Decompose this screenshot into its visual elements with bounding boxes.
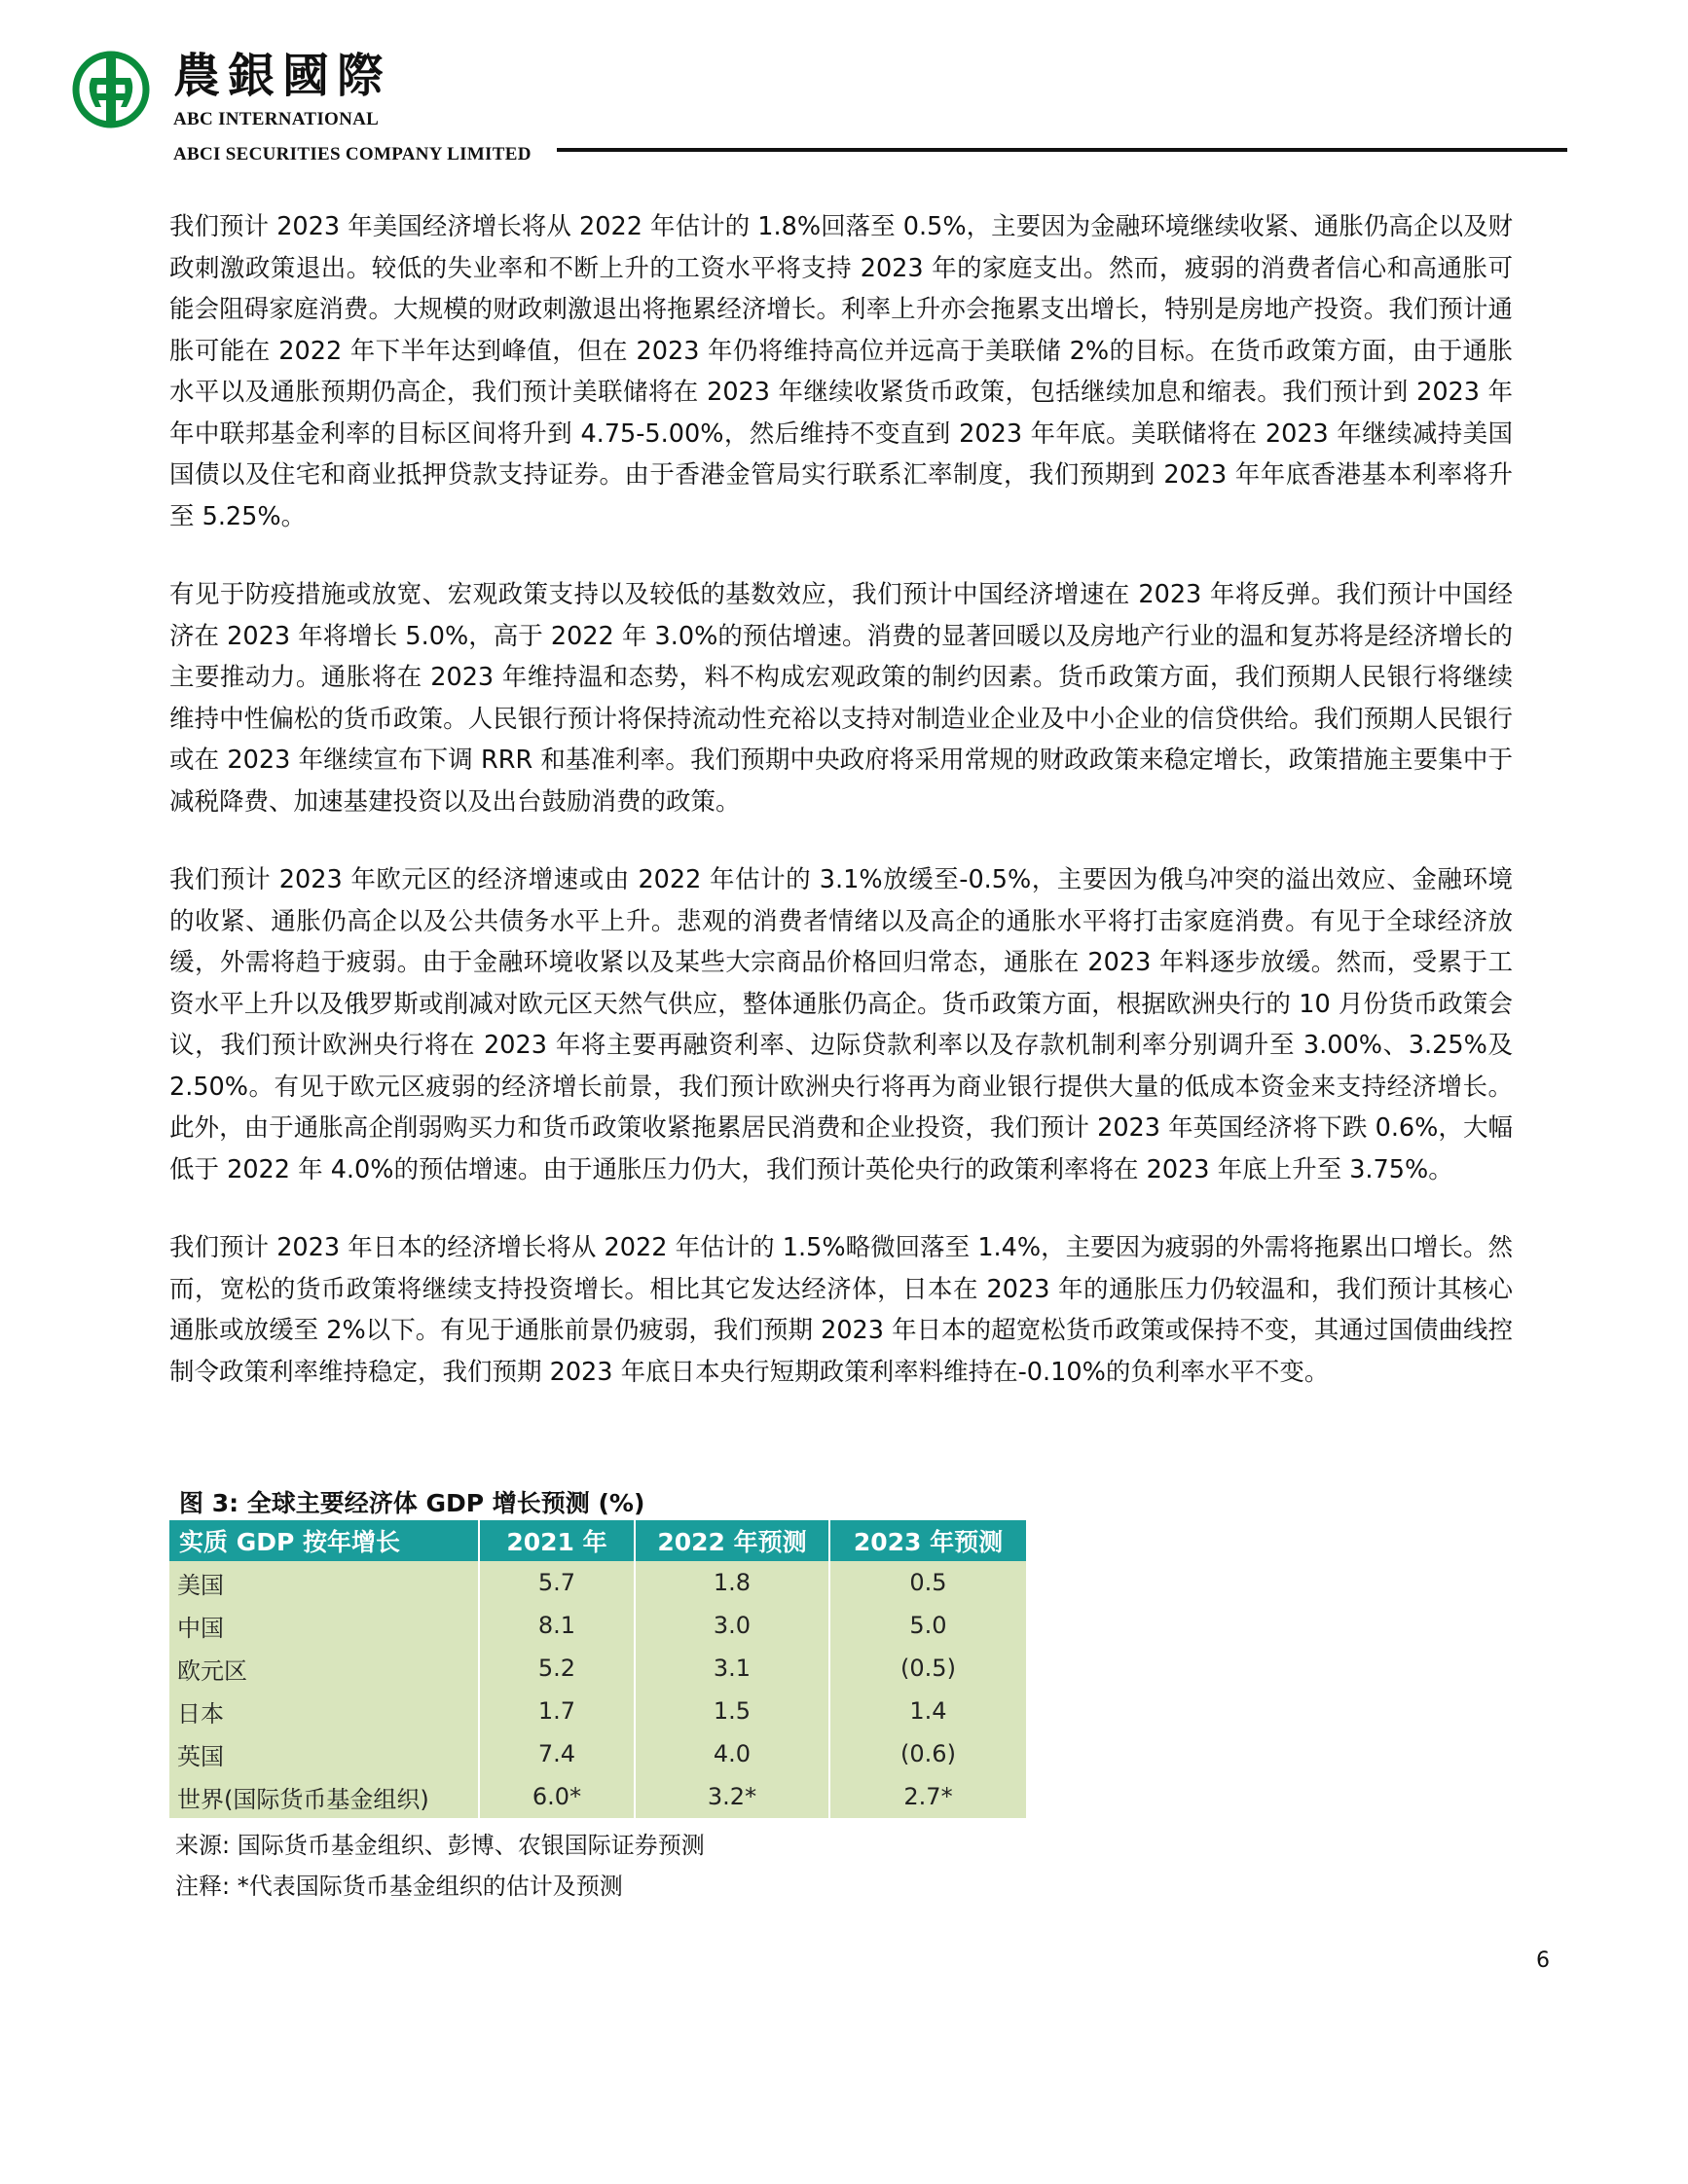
table-cell: 日本 <box>169 1690 479 1732</box>
table-cell: 1.7 <box>479 1690 635 1732</box>
header-divider <box>557 148 1567 152</box>
table-cell: 1.8 <box>635 1561 829 1604</box>
table-cell: 3.2* <box>635 1775 829 1818</box>
table-row <box>169 1561 1026 1604</box>
source-note: 来源: 国际货币基金组织、彭博、农银国际证券预测 <box>175 1832 705 1859</box>
table-cell: 1.4 <box>829 1690 1026 1732</box>
gdp-forecast-table <box>169 1520 1026 1818</box>
table-cell: 4.0 <box>635 1732 829 1775</box>
table-cell: 美国 <box>169 1561 479 1604</box>
paragraph-japan: 我们预计 2023 年日本的经济增长将从 2022 年估计的 1.5%略微回落至 1.4%，主要因为疲弱的外需将拖累出口增长。然而，宽松的货币政策将继续支持投资增长。相比其它发达经济体，日本在 2023 年的通胀压力仍较温和，我们预计其核心通胀或放缓至 2%以下。有见于通胀前景仍疲弱，我们预期 2023 年日本的超宽松货币政策或保持不变，其通过国债曲线控制令政策利率维持稳定，我们预期 2023 年底日本央行短期政策利率料维持在-0.10%的负利率水平不变。 <box>169 1233 1513 1387</box>
table-cell: 7.4 <box>479 1732 635 1775</box>
table-cell: 世界(国际货币基金组织) <box>169 1775 479 1818</box>
table-cell: 6.0* <box>479 1775 635 1818</box>
page-number: 6 <box>1536 1948 1550 1973</box>
table-header-row <box>169 1520 1026 1561</box>
table-cell: 0.5 <box>829 1561 1026 1604</box>
table-cell: 欧元区 <box>169 1647 479 1690</box>
paragraph-eurozone: 我们预计 2023 年欧元区的经济增速或由 2022 年估计的 3.1%放缓至-0.5%，主要因为俄乌冲突的溢出效应、金融环境的收紧、通胀仍高企以及公共债务水平上升。悲观的消费者情绪以及高企的通胀水平将打击家庭消费。有见于全球经济放缓，外需将趋于疲弱。由于金融环境收紧以及某些大宗商品价格回归常态，通胀在 2023 年料逐步放缓。然而，受累于工资水平上升以及俄罗斯或削减对欧元区天然气供应，整体通胀仍高企。货币政策方面，根据欧洲央行的 10 月份货币政策会议，我们预计欧洲央行将在 2023 年将主要再融资利率、边际贷款利率以及存款机制利率分别调升至 3.00%、3.25%及 2.50%。有见于欧元区疲弱的经济增长前景，我们预计欧洲央行将再为商业银行提供大量的低成本资金来支持经济增长。此外，由于通胀高企削弱购买力和货币政策收紧拖累居民消费和企业投资，我们预计 2023 年英国经济将下跌 0.6%，大幅低于 2022 年 4.0%的预估增速。由于通胀压力仍大，我们预计英伦央行的政策利率将在 2023 年底上升至 3.75%。 <box>169 865 1513 1184</box>
table-cell: (0.5) <box>829 1647 1026 1690</box>
table-cell: (0.6) <box>829 1732 1026 1775</box>
paragraph-china: 有见于防疫措施或放宽、宏观政策支持以及较低的基数效应，我们预计中国经济增速在 2023 年将反弹。我们预计中国经济在 2023 年将增长 5.0%，高于 2022 年 3.0%的预估增速。消费的显著回暖以及房地产行业的温和复苏将是经济增长的主要推动力。通胀将在 2023 年维持温和态势，料不构成宏观政策的制约因素。货币政策方面，我们预期人民银行将继续维持中性偏松的货币政策。人民银行预计将保持流动性充裕以支持对制造业企业及中小企业的信贷供给。我们预期人民银行或在 2023 年继续宣布下调 RRR 和基准利率。我们预期中央政府将采用常规的财政政策来稳定增长，政策措施主要集中于减税降费、加速基建投资以及出台鼓励消费的政策。 <box>169 580 1513 817</box>
table-cell: 5.2 <box>479 1647 635 1690</box>
table-cell: 中国 <box>169 1604 479 1647</box>
body-text <box>169 206 1513 1430</box>
table-row <box>169 1604 1026 1647</box>
column-header: 实质 GDP 按年增长 <box>169 1520 479 1561</box>
logo-chinese-name: 農銀國際 <box>173 49 392 103</box>
figure-title: 图 3: 全球主要经济体 GDP 增长预测 (%) <box>179 1489 645 1517</box>
table-row <box>169 1732 1026 1775</box>
table-cell: 8.1 <box>479 1604 635 1647</box>
page-header <box>0 0 1688 165</box>
footnote: 注释: *代表国际货币基金组织的估计及预测 <box>175 1873 623 1900</box>
table-cell: 3.0 <box>635 1604 829 1647</box>
table-cell: 3.1 <box>635 1647 829 1690</box>
table-cell: 5.0 <box>829 1604 1026 1647</box>
table-row <box>169 1647 1026 1690</box>
logo-english-name: ABC INTERNATIONAL <box>173 109 380 129</box>
column-header: 2022 年预测 <box>635 1520 829 1561</box>
table-row <box>169 1775 1026 1818</box>
table-cell: 2.7* <box>829 1775 1026 1818</box>
column-header: 2023 年预测 <box>829 1520 1026 1561</box>
company-name: ABCI SECURITIES COMPANY LIMITED <box>173 144 532 164</box>
abc-logo-icon <box>72 51 150 128</box>
paragraph-us: 我们预计 2023 年美国经济增长将从 2022 年估计的 1.8%回落至 0.5%，主要因为金融环境继续收紧、通胀仍高企以及财政刺激政策退出。较低的失业率和不断上升的工资水平将支持 2023 年的家庭支出。然而，疲弱的消费者信心和高通胀可能会阻碍家庭消费。大规模的财政刺激退出将拖累经济增长。利率上升亦会拖累支出增长，特别是房地产投资。我们预计通胀可能在 2022 年下半年达到峰值，但在 2023 年仍将维持高位并远高于美联储 2%的目标。在货币政策方面，由于通胀水平以及通胀预期仍高企，我们预计美联储将在 2023 年继续收紧货币政策，包括继续加息和缩表。我们预计到 2023 年年中联邦基金利率的目标区间将升到 4.75-5.00%，然后维持不变直到 2023 年年底。美联储将在 2023 年继续减持美国国债以及住宅和商业抵押贷款支持证券。由于香港金管局实行联系汇率制度，我们预期到 2023 年年底香港基本利率将升至 5.25%。 <box>169 212 1513 531</box>
table-row <box>169 1690 1026 1732</box>
column-header: 2021 年 <box>479 1520 635 1561</box>
table-cell: 1.5 <box>635 1690 829 1732</box>
table-cell: 5.7 <box>479 1561 635 1604</box>
table-cell: 英国 <box>169 1732 479 1775</box>
